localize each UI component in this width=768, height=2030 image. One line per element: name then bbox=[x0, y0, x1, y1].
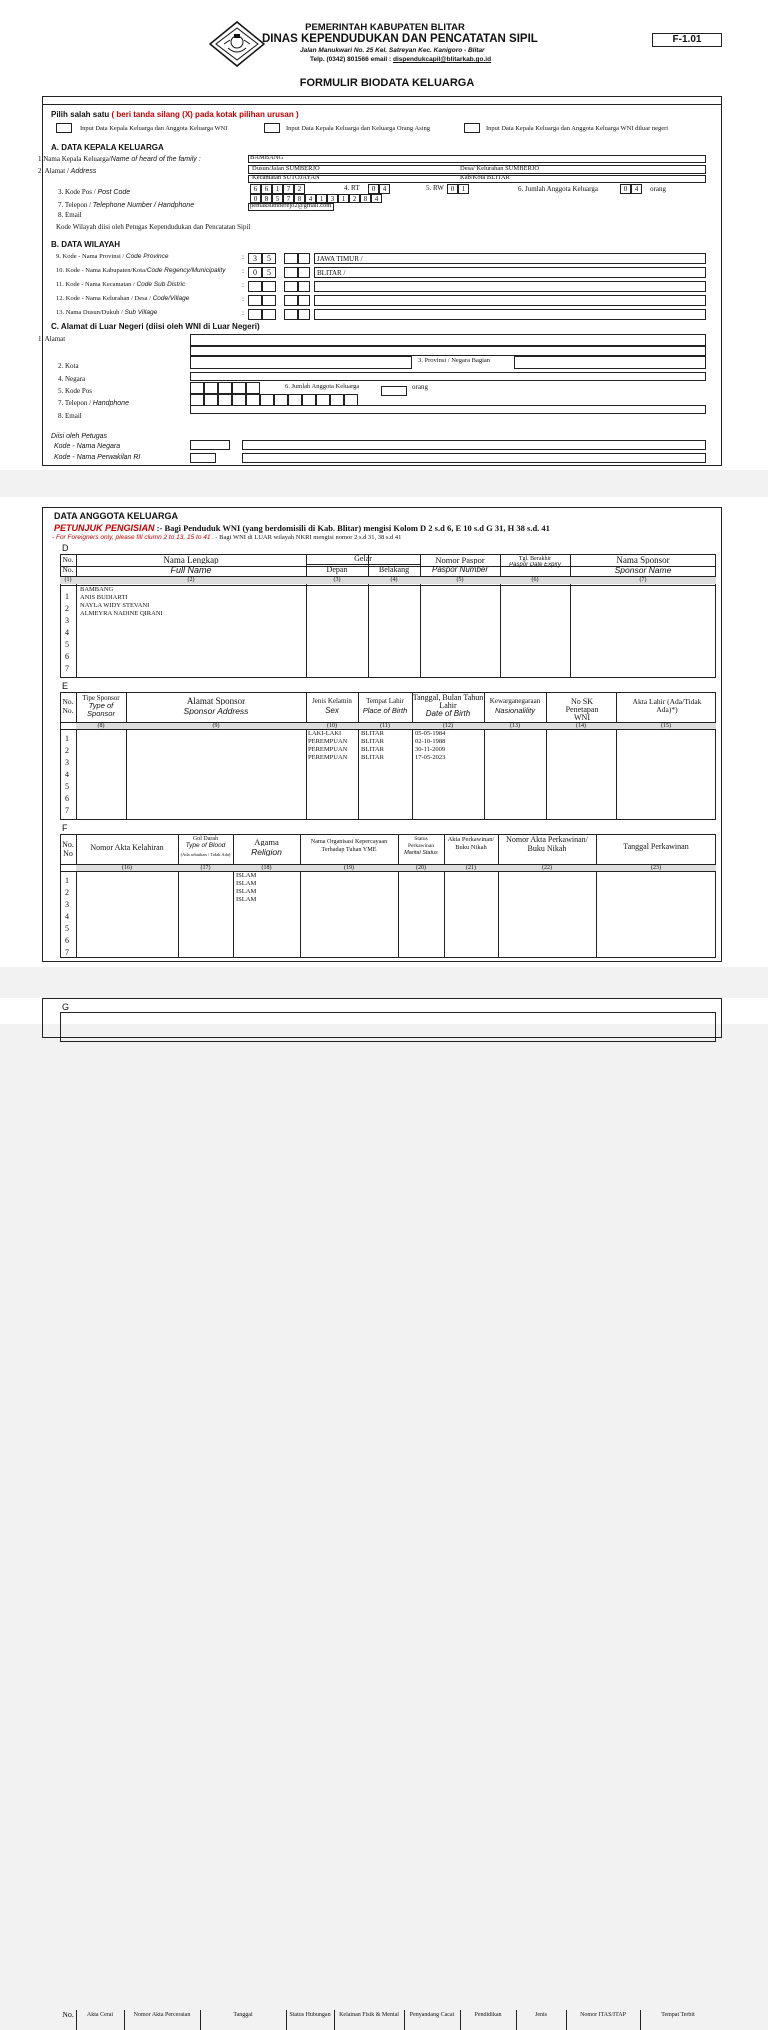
col-number: (4) bbox=[368, 577, 420, 584]
kodepos-cell[interactable]: 2 bbox=[294, 184, 305, 194]
col-header-akta: Akta Lahir (Ada/Tidak Ada)*) bbox=[632, 698, 702, 714]
row-number: 1 bbox=[65, 876, 69, 885]
field-1-label bbox=[38, 155, 201, 163]
kode-wilayah-note: Kode Wilayah diisi oleh Petugas Kependudukan dan Pencatatan Sipil bbox=[56, 223, 251, 231]
member-dob: 05-05-1984 bbox=[415, 730, 446, 737]
row-number: 1 bbox=[65, 734, 69, 743]
jumlah-cell[interactable]: 4 bbox=[631, 184, 642, 194]
col-header-belakang: Belakang bbox=[378, 566, 410, 574]
row-number: 1 bbox=[65, 592, 69, 601]
table-f-label: F bbox=[62, 823, 68, 833]
wilayah-label-text: 13. Nama Dusun/Dukuh / bbox=[56, 309, 125, 316]
form-page-2 bbox=[0, 497, 768, 967]
member-sex: PEREMPUAN bbox=[308, 754, 348, 761]
c-provinsi-label: 3. Provinsi / Negara Bagian bbox=[418, 357, 491, 364]
kodepos-cell[interactable]: 6 bbox=[250, 184, 261, 194]
col-header-alamat-en: Sponsor Address bbox=[183, 707, 249, 715]
wilayah-code-cell[interactable] bbox=[248, 281, 262, 292]
choice-option-2: Input Data Kepala Keluarga dan Keluarga Orang Asing bbox=[286, 125, 430, 132]
col-header-nomor-nikah: Nomor Akta Perkawinan/ Buku Nikah bbox=[506, 836, 588, 853]
member-birthplace: BLITAR bbox=[361, 746, 384, 753]
row-number: 4 bbox=[65, 912, 69, 921]
col-header-g: Pendidikan bbox=[474, 2012, 502, 2018]
col-header-g: Nomor ITAS/ITAP bbox=[580, 2012, 626, 2018]
table-divider bbox=[596, 834, 597, 958]
telepon-cell[interactable]: 8 bbox=[360, 194, 371, 203]
field-3-label bbox=[58, 188, 130, 196]
col-number: (23) bbox=[596, 865, 716, 871]
row-number: 5 bbox=[65, 640, 69, 649]
member-name: ANIS BUDIARTI bbox=[80, 594, 128, 601]
col-header-sponsor-en: Sponsor Name bbox=[614, 566, 672, 574]
field-7-label-text: 7. Telepon / bbox=[58, 201, 93, 209]
wilayah-row-label bbox=[56, 309, 157, 316]
wilayah-label-en: Sub Village bbox=[124, 309, 158, 316]
gov-title: PEMERINTAH KABUPATEN BLITAR bbox=[305, 22, 465, 33]
c-email-label: 8. Email bbox=[58, 412, 82, 420]
col-number: (11) bbox=[358, 723, 412, 729]
wilayah-code-cell[interactable]: 5 bbox=[262, 267, 276, 278]
member-birthplace: BLITAR bbox=[361, 730, 384, 737]
col-header-g: Tanggal bbox=[233, 2012, 253, 2018]
telepon-cell[interactable]: 0 bbox=[250, 194, 261, 203]
col-header-nama-en: Full Name bbox=[170, 566, 212, 574]
col-number: (15) bbox=[616, 723, 716, 729]
row-number: 6 bbox=[65, 936, 69, 945]
wilayah-colon: : bbox=[242, 295, 244, 303]
col-header-goldar: Gol Darah bbox=[192, 836, 219, 842]
rw-label: 5. RW bbox=[426, 184, 444, 192]
col-header-paspor: Nomor Paspor bbox=[435, 556, 485, 564]
head-name-value: BAMBANG bbox=[250, 154, 284, 161]
col-header-g: Penyandang Cacat bbox=[409, 2012, 455, 2018]
member-sex: PEREMPUAN bbox=[308, 746, 348, 753]
c-negara-code-input[interactable] bbox=[190, 440, 230, 450]
c-kota-input[interactable] bbox=[190, 356, 412, 369]
row-number: 7 bbox=[65, 664, 69, 673]
col-header-gelar: Gelar bbox=[354, 555, 372, 563]
wilayah-label-en: Code/Village bbox=[152, 295, 190, 302]
member-dob: 17-05-2023 bbox=[415, 754, 446, 761]
col-number: (7) bbox=[570, 577, 716, 584]
c-jumlah-orang: orang bbox=[412, 383, 428, 391]
wilayah-label-text: 12. Kode - Nama Kelurahan / Desa / bbox=[56, 295, 153, 302]
col-number: (13) bbox=[484, 723, 546, 729]
choice-checkbox-2[interactable] bbox=[264, 123, 280, 133]
col-number: (22) bbox=[498, 865, 596, 871]
page2-petunjuk bbox=[54, 523, 550, 533]
page2-title: DATA ANGGOTA KELUARGA bbox=[54, 511, 178, 521]
wilayah-label-text: 9. Kode - Nama Provinsi / bbox=[56, 253, 126, 260]
telepon-cell[interactable]: 8 bbox=[261, 194, 272, 203]
petunjuk-label: PETUNJUK PENGISIAN bbox=[54, 523, 155, 533]
col-header-agama-en: Religion bbox=[251, 848, 282, 856]
wilayah-colon: : bbox=[242, 281, 244, 289]
row-number: 3 bbox=[65, 758, 69, 767]
col-header-tipe: Tipe Sponsor bbox=[82, 694, 120, 702]
wilayah-extra-cell[interactable] bbox=[298, 253, 310, 264]
c-telepon-label-text: 7. Telepon / bbox=[58, 399, 93, 407]
telepon-cell[interactable]: 5 bbox=[272, 194, 283, 203]
row-number: 3 bbox=[65, 616, 69, 625]
col-header-g: No. bbox=[62, 2012, 74, 2019]
col-header-goldar-en: Type of Blood bbox=[185, 842, 226, 849]
c-kodepos-cell[interactable] bbox=[218, 382, 232, 394]
col-number: (6) bbox=[500, 577, 570, 584]
choice-checkbox-1[interactable] bbox=[56, 123, 72, 133]
member-dob: 02-10-1988 bbox=[415, 738, 446, 745]
choice-instruction-label: Pilih salah satu bbox=[51, 110, 110, 119]
wilayah-name-input[interactable]: JAWA TIMUR / bbox=[314, 253, 706, 264]
c-negara-input[interactable] bbox=[190, 372, 706, 381]
col-header-tgl-en: Paspor Date Expiry bbox=[509, 562, 561, 568]
wilayah-extra-cell[interactable] bbox=[284, 281, 298, 292]
col-number: (18) bbox=[233, 865, 300, 871]
col-header-g: Akta Cerai bbox=[86, 2012, 114, 2018]
form-page-1 bbox=[0, 0, 768, 470]
foreign-note: - For Foreigners only, please fill clumn 2 to 13, 15 to 41 bbox=[52, 534, 211, 541]
row-number: 2 bbox=[65, 746, 69, 755]
table-divider bbox=[444, 834, 445, 958]
col-number: (3) bbox=[306, 577, 368, 584]
wilayah-row-label bbox=[56, 253, 169, 260]
wilayah-extra-cell[interactable] bbox=[284, 309, 298, 320]
row-number: 5 bbox=[65, 924, 69, 933]
wilayah-row-label bbox=[56, 267, 226, 274]
col-number: (12) bbox=[412, 723, 484, 729]
section-b-title: B. DATA WILAYAH bbox=[51, 240, 121, 249]
wilayah-code-cell[interactable] bbox=[262, 281, 276, 292]
member-religion: ISLAM bbox=[236, 896, 257, 903]
table-e-label: E bbox=[62, 681, 69, 691]
col-header-akta-nikah: Akta Perkawinan/ Buku Nikah bbox=[447, 836, 495, 851]
col-number: (17) bbox=[178, 865, 233, 871]
wilayah-name-input[interactable] bbox=[314, 309, 706, 320]
col-header-kewarganegaraan: Kewarganegaraan bbox=[489, 697, 541, 705]
dept-address: Jalan Manukwari No. 25 Kel. Satreyan Kec. Kanigoro - Blitar bbox=[300, 47, 485, 54]
field-2-label-text: 2. Alamat / bbox=[38, 167, 71, 175]
c-telepon-label-en: Handphone bbox=[92, 400, 129, 407]
field-3-label-text: 3. Kode Pos / bbox=[58, 188, 98, 196]
wni-luar-note: . - Bagi WNI di LUAR wilayah NKRI mengisi nomor 2 s.d 31, 38 s.d 41 bbox=[210, 534, 402, 541]
address-kab-value: Kab/Kota BLITAR bbox=[460, 174, 510, 181]
member-religion: ISLAM bbox=[236, 872, 257, 879]
c-kodepos-cell[interactable] bbox=[204, 382, 218, 394]
c-telepon-label bbox=[58, 399, 129, 407]
form-title: FORMULIR BIODATA KELUARGA bbox=[299, 77, 475, 89]
member-name: ALMEYRA NADINE QIRANI bbox=[80, 610, 163, 617]
col-header-alamat: Alamat Sponsor bbox=[186, 697, 246, 705]
col-header-no-en: No. bbox=[62, 707, 74, 715]
row-number: 4 bbox=[65, 628, 69, 637]
col-header-tempat-en: Place of Birth bbox=[362, 707, 408, 715]
c-provinsi-input[interactable] bbox=[514, 356, 706, 369]
member-sex: LAKI-LAKI bbox=[308, 730, 342, 737]
col-header-sex: Jenis Kelamin bbox=[312, 697, 352, 705]
col-header-sponsor: Nama Sponsor bbox=[616, 556, 670, 564]
member-name: BAMBANG bbox=[80, 586, 114, 593]
wilayah-colon: : bbox=[242, 309, 244, 317]
table-divider bbox=[76, 692, 77, 820]
wilayah-label-en: Code Sub Distric bbox=[136, 281, 186, 288]
col-header-no-en: No. bbox=[62, 566, 74, 574]
col-header-g: Tempat Terbit bbox=[661, 2012, 695, 2018]
col-number: (16) bbox=[76, 865, 178, 871]
choice-option-1: Input Data Kepala Keluarga dan Anggota Keluarga WNI bbox=[80, 125, 228, 132]
col-header-status-en: Marital Status bbox=[404, 850, 438, 856]
form-page-3 bbox=[0, 998, 768, 2019]
wilayah-name-input[interactable] bbox=[314, 281, 706, 292]
col-header-nama: Nama Lengkap bbox=[163, 556, 219, 564]
col-header-paspor-en: Paspor Number bbox=[431, 566, 489, 574]
telepon-cell[interactable]: 7 bbox=[283, 194, 294, 203]
address-desa-value: Desa/ Kelurahan SUMBERJO bbox=[460, 165, 540, 172]
member-dob: 30-11-2009 bbox=[415, 746, 446, 753]
contact-phone: Telp. (0342) 801566 email : bbox=[310, 56, 393, 63]
c-alamat-input-1[interactable] bbox=[190, 334, 706, 346]
telepon-cell[interactable]: 1 bbox=[338, 194, 349, 203]
jumlah-orang: orang bbox=[650, 185, 666, 193]
col-header-akta-lahir: Nomor Akta Kelahiran bbox=[90, 844, 164, 852]
kodepos-cell[interactable]: 1 bbox=[272, 184, 283, 194]
member-religion: ISLAM bbox=[236, 888, 257, 895]
wilayah-code-cell[interactable] bbox=[248, 309, 262, 320]
email-value: pemaksumberejo2@gmail.com bbox=[250, 202, 332, 209]
wilayah-row-label bbox=[56, 295, 189, 302]
c-kodepos-cell[interactable] bbox=[190, 382, 204, 394]
col-number: (9) bbox=[126, 723, 306, 729]
member-name: NAYLA WIDY STEVANI bbox=[80, 602, 150, 609]
wilayah-name-input[interactable]: BLITAR / bbox=[314, 267, 706, 278]
contact-email: dispendukcapil@blitarkab.go.id bbox=[392, 56, 492, 63]
member-sex: PEREMPUAN bbox=[308, 738, 348, 745]
col-header-kewarganegaraan-en: Nasionalility bbox=[494, 707, 536, 715]
wilayah-label-text: 11. Kode - Nama Kecamatan / bbox=[56, 281, 137, 288]
head-name-input[interactable] bbox=[248, 155, 706, 163]
c-negara-label: 4. Negara bbox=[58, 375, 86, 383]
table-divider bbox=[76, 834, 77, 958]
wilayah-extra-cell[interactable] bbox=[298, 295, 310, 306]
c-perwakilan-label: Kode - Nama Perwakilan RI bbox=[54, 454, 141, 461]
c-email-input[interactable] bbox=[190, 405, 706, 414]
col-number: (14) bbox=[546, 723, 616, 729]
rt-cell[interactable]: 0 bbox=[368, 184, 379, 194]
col-header-agama: Agama bbox=[254, 838, 279, 846]
field-3-label-en: Post Code bbox=[97, 189, 131, 196]
c-alamat-label: 1. Alamat bbox=[38, 335, 66, 343]
telepon-cell[interactable]: 4 bbox=[371, 194, 382, 203]
address-dusun-value: Dusun/Jalan SUMBERJO bbox=[252, 165, 320, 172]
field-1-label-text: 1.Nama Kepala Keluarga/ bbox=[38, 155, 111, 163]
row-number: 2 bbox=[65, 888, 69, 897]
wilayah-colon: : bbox=[242, 253, 244, 261]
col-header-no: No. No bbox=[62, 840, 74, 858]
jumlah-label: 6. Jumlah Anggota Keluarga bbox=[518, 185, 598, 193]
address-kecamatan-value: Kecamatan SUTOJAYAN bbox=[252, 174, 320, 181]
c-perwakilan-code-input[interactable] bbox=[190, 453, 216, 463]
col-number: (21) bbox=[444, 865, 498, 871]
c-alamat-input-2[interactable] bbox=[190, 346, 706, 356]
wilayah-code-cell[interactable]: 3 bbox=[248, 253, 262, 264]
col-header-tanggal: Tanggal, Bulan Tahun Lahir bbox=[412, 694, 484, 710]
c-petugas-label: Diisi oleh Petugas bbox=[51, 433, 108, 440]
table-g-label: G bbox=[62, 1002, 70, 1012]
col-header-g: Status Hubungan bbox=[289, 2012, 331, 2018]
kodepos-cell[interactable]: 7 bbox=[283, 184, 294, 194]
wilayah-name-input[interactable] bbox=[314, 295, 706, 306]
wilayah-label-en: Code Regency/Municipality bbox=[146, 267, 226, 274]
table-divider bbox=[60, 585, 716, 586]
choice-option-3: Input Data Kepala Keluarga dan Anggota Keluarga WNI diluar negeri bbox=[486, 125, 669, 132]
member-religion: ISLAM bbox=[236, 880, 257, 887]
field-8-label: 8. Email bbox=[58, 211, 82, 219]
col-header-tipe-en: Type of Sponsor bbox=[87, 702, 115, 718]
telepon-cell[interactable]: 3 bbox=[327, 194, 338, 203]
col-header-tanggal-nikah: Tanggal Perkawinan bbox=[623, 843, 689, 851]
col-header-no: No. bbox=[62, 556, 74, 564]
wilayah-extra-cell[interactable] bbox=[284, 253, 298, 264]
rw-cell[interactable]: 0 bbox=[447, 184, 458, 194]
c-kodepos-cell[interactable] bbox=[246, 382, 260, 394]
choice-instruction bbox=[51, 110, 299, 119]
choice-checkbox-3[interactable] bbox=[464, 123, 480, 133]
col-header-goldar-note: (Ada sebutkan / Tidak Ada) bbox=[180, 852, 231, 857]
section-c-title: C. Alamat di Luar Negeri (diisi oleh WNI di Luar Negeri) bbox=[51, 322, 260, 331]
table-g bbox=[60, 1012, 716, 1042]
col-header-tgl: Tgl. Berakhir bbox=[518, 556, 552, 562]
col-number: (20) bbox=[398, 865, 444, 871]
table-divider bbox=[616, 692, 617, 820]
wilayah-code-cell[interactable] bbox=[248, 295, 262, 306]
c-kota-label: 2. Kota bbox=[58, 362, 79, 370]
table-divider bbox=[498, 834, 499, 958]
col-number: (19) bbox=[300, 865, 398, 871]
frame-top-rule bbox=[42, 104, 722, 105]
wilayah-extra-cell[interactable] bbox=[298, 309, 310, 320]
kodepos-cell[interactable]: 6 bbox=[261, 184, 272, 194]
col-header-status: Status Perkawinan bbox=[408, 836, 434, 849]
row-number: 7 bbox=[65, 806, 69, 815]
form-code-box: F-1.01 bbox=[652, 33, 722, 47]
row-number: 7 bbox=[65, 948, 69, 957]
section-a-title: A. DATA KEPALA KELUARGA bbox=[51, 143, 164, 152]
c-jumlah-label: 6. Jumlah Anggota Keluarga bbox=[285, 383, 360, 390]
c-perwakilan-name-input[interactable] bbox=[242, 453, 706, 463]
telepon-cell[interactable]: 2 bbox=[349, 194, 360, 203]
page2-foreign-note bbox=[52, 534, 401, 541]
col-header-nosk: No SK Penetapan WNI bbox=[565, 698, 599, 722]
table-divider bbox=[500, 554, 501, 678]
c-negara-name-input[interactable] bbox=[242, 440, 706, 450]
petunjuk-text: :- Bagi Penduduk WNI (yang berdomisili di Kab. Blitar) mengisi Kolom D 2 s.d 6, E 10 s.d G 31, H 38 s.d. 41 bbox=[154, 523, 550, 533]
col-number: (5) bbox=[420, 577, 500, 584]
wilayah-extra-cell[interactable] bbox=[298, 281, 310, 292]
col-header-tanggal-en: Date of Birth bbox=[425, 710, 471, 718]
col-header-tempat: Tempat Lahir bbox=[366, 697, 404, 705]
col-number: (8) bbox=[76, 723, 126, 729]
row-number: 3 bbox=[65, 900, 69, 909]
col-header-g: Nomor Akta Perceraian bbox=[133, 2012, 191, 2018]
table-divider bbox=[60, 871, 716, 872]
col-header-g: Jenis bbox=[535, 2012, 547, 2018]
row-number: 2 bbox=[65, 604, 69, 613]
table-d-label: D bbox=[62, 543, 69, 553]
field-1-label-en: Name of heard of the family : bbox=[110, 156, 201, 163]
field-2-label bbox=[38, 167, 96, 175]
row-number: 5 bbox=[65, 782, 69, 791]
telepon-cell[interactable]: 4 bbox=[305, 194, 316, 203]
wilayah-label-en: Code Province bbox=[125, 253, 169, 260]
jumlah-cell[interactable]: 0 bbox=[620, 184, 631, 194]
wilayah-row-label bbox=[56, 281, 185, 288]
choice-instruction-note: ( beri tanda silang (X) pada kotak pilihan urusan ) bbox=[111, 110, 299, 119]
table-divider bbox=[306, 564, 420, 565]
table-divider bbox=[60, 729, 716, 730]
wilayah-colon: : bbox=[242, 267, 244, 275]
col-header-organisasi: Nama Organisasi Kepercayaan Terhadap Tuhan YME bbox=[310, 838, 388, 853]
kabupaten-blitar-logo-icon bbox=[206, 20, 268, 68]
c-negara-code-label: Kode - Nama Negara bbox=[54, 443, 121, 450]
col-number: (1) bbox=[60, 577, 76, 584]
field-7-label bbox=[58, 201, 194, 209]
row-number: 4 bbox=[65, 770, 69, 779]
wilayah-extra-cell[interactable] bbox=[298, 267, 310, 278]
col-header-sex-en: Sex bbox=[325, 707, 339, 715]
member-birthplace: BLITAR bbox=[361, 754, 384, 761]
row-number: 6 bbox=[65, 794, 69, 803]
wilayah-code-cell[interactable]: 0 bbox=[248, 267, 262, 278]
col-number: (10) bbox=[306, 723, 358, 729]
field-2-label-en: Address bbox=[70, 168, 97, 175]
field-7-label-en: Telephone Number / Handphone bbox=[92, 202, 195, 209]
rt-cell[interactable]: 4 bbox=[379, 184, 390, 194]
table-divider bbox=[398, 834, 399, 958]
col-header-g: Kelainan Fisik & Mental bbox=[339, 2012, 399, 2018]
c-jumlah-input[interactable] bbox=[381, 386, 407, 396]
col-number: (2) bbox=[76, 577, 306, 584]
c-kodepos-cell[interactable] bbox=[232, 382, 246, 394]
col-header-depan: Depan bbox=[326, 566, 348, 574]
telepon-cell[interactable]: 1 bbox=[316, 194, 327, 203]
rt-label: 4. RT bbox=[344, 184, 360, 192]
member-birthplace: BLITAR bbox=[361, 738, 384, 745]
wilayah-code-cell[interactable] bbox=[262, 309, 276, 320]
dept-contact bbox=[310, 56, 570, 63]
wilayah-label-text: 10. Kode - Nama Kabupaten/Kota/ bbox=[56, 267, 147, 274]
telepon-cell[interactable]: 8 bbox=[294, 194, 305, 203]
table-divider bbox=[546, 692, 547, 820]
wilayah-code-cell[interactable]: 5 bbox=[262, 253, 276, 264]
rw-cell[interactable]: 1 bbox=[458, 184, 469, 194]
col-header-no: No. bbox=[62, 698, 74, 706]
c-kodepos-label: 5. Kode Pos bbox=[58, 387, 93, 395]
dept-title: DINAS KEPENDUDUKAN DAN PENCATATAN SIPIL bbox=[262, 33, 538, 45]
wilayah-extra-cell[interactable] bbox=[284, 295, 298, 306]
wilayah-extra-cell[interactable] bbox=[284, 267, 298, 278]
wilayah-code-cell[interactable] bbox=[262, 295, 276, 306]
row-number: 6 bbox=[65, 652, 69, 661]
